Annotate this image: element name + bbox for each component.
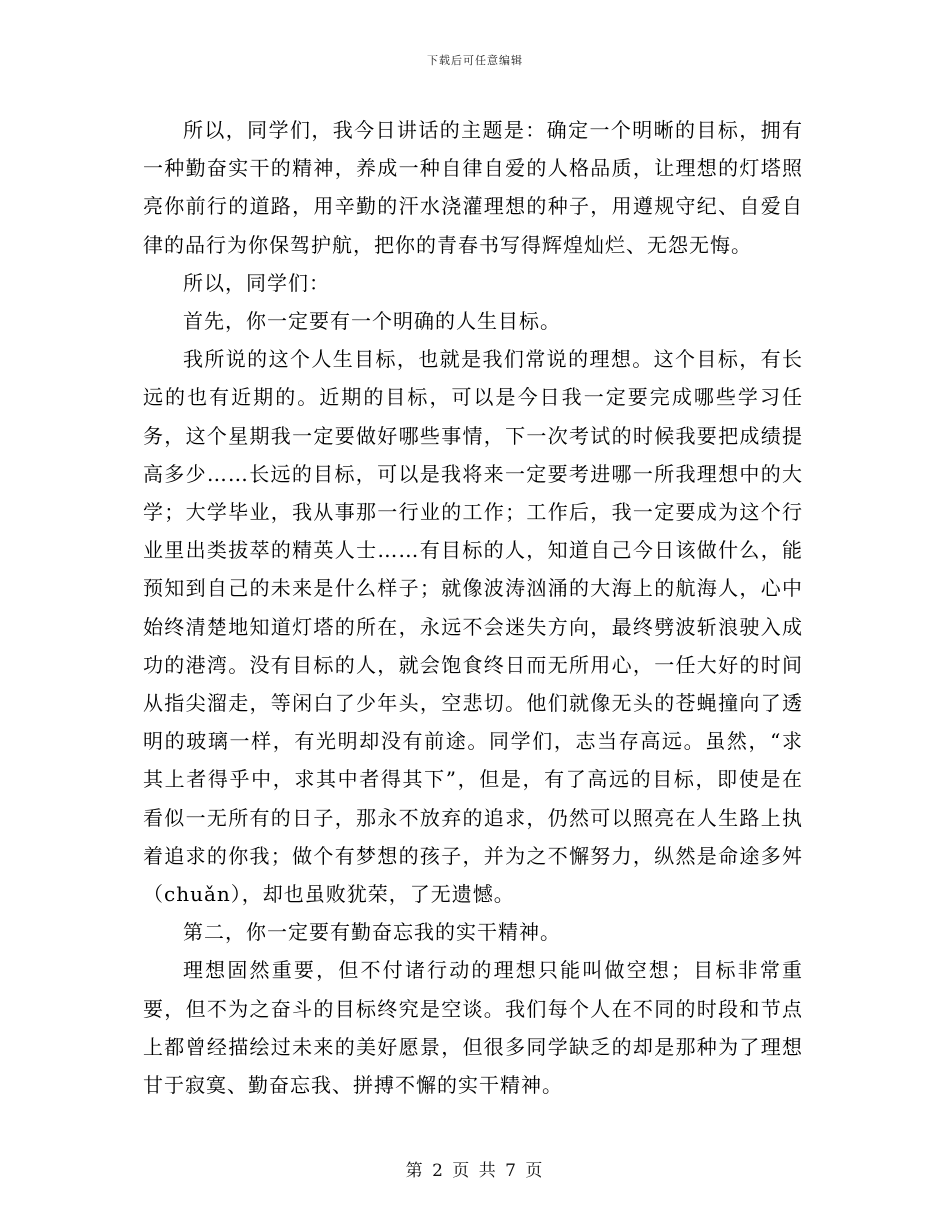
paragraph-goals: 我所说的这个人生目标，也就是我们常说的理想。这个目标，有长远的也有近期的。近期的目标，可以是今日我一定要完成哪些学习任务，这个星期我一定要做好哪些事情，下一次考试的时候我要把成绩提高多少……长远的目标，可以是我将来一定要考进哪一所我理想中的大学；大学毕业，我从事那一行业的工作；工作后，我一定要成为这个行业里出类拔萃的精英人士……有目标的人，知道自己今日该做什么，能预知到自己的未来是什么样子；就像波涛汹涌的大海上的航海人，心中始终清楚地知道灯塔的所在，永远不会迷失方向，最终劈波斩浪驶入成功的港湾。没有目标的人，就会饱食终日而无所用心，一任大好的时间从指尖溜走，等闲白了少年头，空悲切。他们就像无头的苍蝇撞向了透明的玻璃一样，有光明却没有前途。同学们，志当存高远。虽然，“求其上者得乎中，求其中者得其下”，但是，有了高远的目标，即使是在看似一无所有的日子，那永不放弃的追求，仍然可以照亮在人生路上执着追求的你我；做个有梦想的孩子，并为之不懈努力，纵然是命途多舛（chuǎn），却也虽败犹荣，了无遗憾。 <box>143 347 803 907</box>
page-header: 下载后可任意编辑 <box>427 54 523 67</box>
paragraph-address: 所以，同学们： <box>183 270 330 295</box>
paragraph-theme: 所以，同学们，我今日讲话的主题是：确定一个明晰的目标，拥有一种勤奋实干的精神，养成一种自律自爱的人格品质，让理想的灯塔照亮你前行的道路，用辛勤的汗水浇灌理想的种子，用遵规守纪、自爱自律的品行为你保驾护航，把你的青春书写得辉煌灿烂、无怨无悔。 <box>143 118 803 257</box>
paragraph-second-point: 第二，你一定要有勤奋忘我的实干精神。 <box>183 920 561 945</box>
paragraph-first-point: 首先，你一定要有一个明确的人生目标。 <box>183 309 561 334</box>
document-body <box>143 111 803 1104</box>
paragraph-action: 理想固然重要，但不付诸行动的理想只能叫做空想；目标非常重要，但不为之奋斗的目标终究是空谈。我们每个人在不同的时段和节点上都曾经描绘过未来的美好愿景，但很多同学缺乏的却是那种为了理想甘于寂寞、勤奋忘我、拼搏不懈的实干精神。 <box>143 958 803 1098</box>
page-footer: 第 2 页 共 7 页 <box>405 1161 545 1181</box>
